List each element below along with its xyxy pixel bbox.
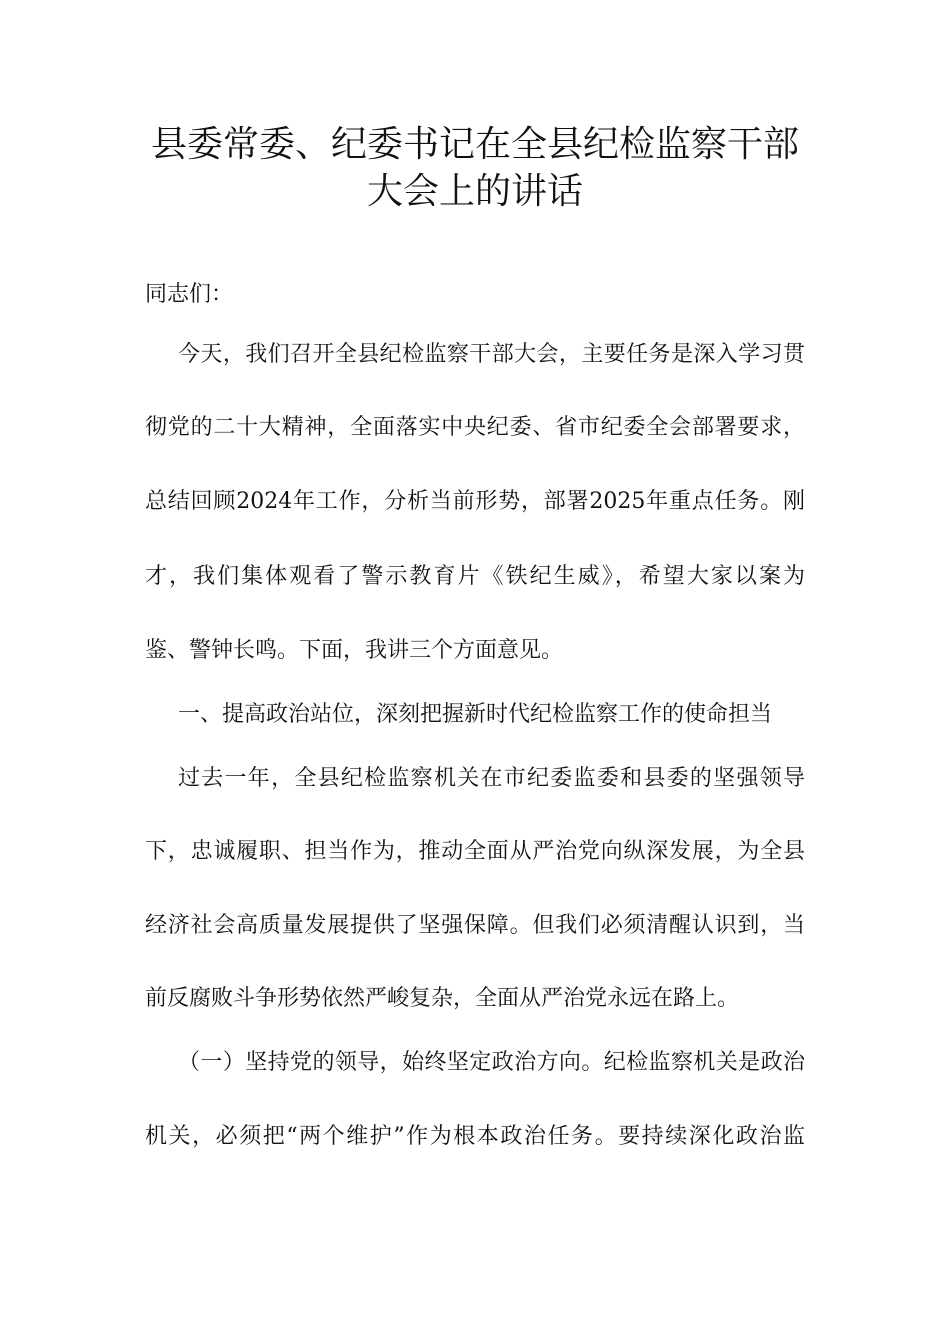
paragraph-line: 总结回顾2024年工作，分析当前形势，部署2025年重点任务。刚 bbox=[145, 489, 805, 514]
salutation: 同志们： bbox=[145, 282, 234, 307]
paragraph-line: 机关，必须把“两个维护”作为根本政治任务。要持续深化政治监 bbox=[145, 1124, 805, 1149]
paragraph-line: 前反腐败斗争形势依然严峻复杂，全面从严治党永远在路上。 bbox=[145, 986, 740, 1011]
paragraph-line: 下，忠诚履职、担当作为，推动全面从严治党向纵深发展，为全县 bbox=[145, 839, 805, 864]
paragraph-line: 鉴、警钟长鸣。下面，我讲三个方面意见。 bbox=[145, 638, 564, 663]
paragraph-line: （一）坚持党的领导，始终坚定政治方向。纪检监察机关是政治 bbox=[178, 1050, 805, 1075]
document-title-line-2: 大会上的讲话 bbox=[366, 171, 583, 212]
paragraph-line: 才，我们集体观看了警示教育片《铁纪生威》，希望大家以案为 bbox=[145, 564, 805, 589]
document-title-line-1: 县委常委、纪委书记在全县纪检监察干部 bbox=[150, 124, 799, 165]
paragraph-line: 彻党的二十大精神，全面落实中央纪委、省市纪委全会部署要求， bbox=[145, 415, 805, 440]
paragraph-line: 过去一年，全县纪检监察机关在市纪委监委和县委的坚强领导 bbox=[178, 766, 805, 791]
paragraph-line: 经济社会高质量发展提供了坚强保障。但我们必须清醒认识到，当 bbox=[145, 913, 805, 938]
paragraph-line: 今天，我们召开全县纪检监察干部大会，主要任务是深入学习贯 bbox=[178, 342, 805, 367]
section-heading: 一、提高政治站位，深刻把握新时代纪检监察工作的使命担当 bbox=[178, 702, 773, 727]
